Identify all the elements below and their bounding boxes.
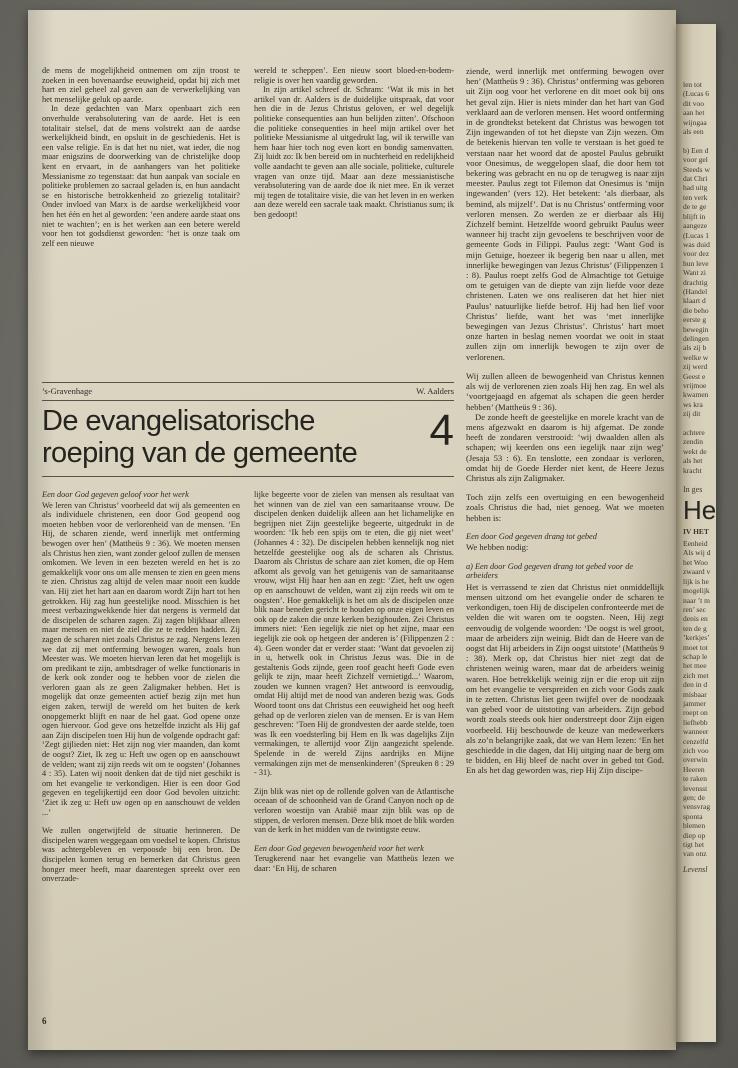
divider [42,400,454,401]
main-article-column-2 [254,490,454,1022]
top-article-column-2 [254,66,454,378]
paragraph: We leren van Christus’ voorbeeld dat wij als gemeenten en als individuele christenen, een door God geopend oog moeten hebben voor de verlorenheid van de mensen. ‘En Hij, de scharen ziende, werd innerlijk met ontferming bewogen over hen’ (Mattheüs 9 : 36). We moeten mensen als Christus hen zien, want zonder geloof zullen de mensen omkomen. We leven in een bezeten wereld en het is zo gemakkelijk voor ons om alle mensen te zien en geen mens te zien. Christus zag altijd de velen maar nooit een kudde van. Hij ziet het hart aan en daarom wordt Zijn hart tot hen getrokken. Hij zag hun geestelijke nood. Misschien is het meest verbazingwekkende hier dat nergens is vermeld dat de discipelen de scharen zagen. Zij zagen blijkbaar alleen maar mensen en niet de ziel die ze te redden hadden. Zij zagen de scharen niet zoals Christus ze zag. Nergens lezen we dat zij met ontferming bewogen waren, zoals hun Meester was. We moeten hiervan leren dat het mogelijk is om predikant te zijn, ambtsdrager of welke functionaris in de kerk ook zonder oog te hebben voor de zielen die verloren gaan als ze geen Zaligmaker hebben. Het is mogelijk dat onze gemeenten actief bezig zijn met hun eigen zaken, terwijl de wereld om het buiten de kerk onopgemerkt blijft en naar de hel gaat. God opene onze ogen hiervoor. God geve ons hetzelfde inzicht als Hij gaf aan Zijn discipelen toen Hij hun de volgende opdracht gaf: ‘Zegt gijlieden niet: Het zijn nog vier maanden, dan komt de oogst? Ziet, Ik zeg u: Heft uw ogen op en aanschouwt de velden; want zij zijn reeds wit om te oogsten’ (Johannes 4 : 35). Laten wij nooit denken dat de tijd niet geschikt is om het evangelie te verkondigen. Hier is een door God gegeven en tegelijkertijd een door God bevolen uitzicht: ‘Ziet ik zeg u: Heft uw ogen op en aanschouwt de velden ...’ [42,500,240,817]
paragraph: In zijn artikel schreef dr. Schram: ‘Wat ik mis in het artikel van dr. Aalders is de duidelijke uitspraak, dat voor hen die in de Jezus Christus geloven, er wel degelijk politieke consequenties aan hun belijden zitten’. Ofschoon die politieke consequenties in heel mijn artikel over het politieke Messianisme al uitgedrukt lag, wil ik terwille van hem haar hier toch nog even kort en bondig samenvatten. Zij luidt zo: Ik ben bereid om in nuchterheid en redelijkheid volle aandacht te geven aan alle sociale, politieke, culturele vragen van onze tijd. Maar aan deze messianistische verabsolutering van de aarde doe ik niet mee. En ik verzet mij tegen de totalitaire visie, die van het leven in en werken aan deze wereld een sacrale taak maakt. Christianus sum; ik ben gedoopt! [254,85,454,219]
headline-line-1: De evangelisatorische [42,405,315,437]
article-series-number: 4 [429,406,454,455]
article-signature [42,386,454,396]
adjacent-headline-fragment: He [683,495,716,526]
headline-line-2: roeping van de gemeente [42,436,358,469]
paragraph: Toch zijn zelfs een overtuiging en een bewogenheid zoals Christus die had, niet genoeg. Wat we moeten hebben is: [466,492,664,523]
paragraph: wereld te scheppen’. Een nieuw soort bloed-en-bodem-religie is over hen vaardig geworden. [254,66,454,85]
adjacent-section-label: In ges [683,485,703,495]
main-article-column-1 [42,490,240,1022]
paragraph: We zullen ongetwijfeld de situatie herinneren. De discipelen waren weggegaan om voedsel te kopen. Christus was achtergebleven en verpoosde bij een bron. De discipelen komen terug en bemerken dat Christus geen honger meer heeft, maar daarentegen spreekt over een onverzade- [42,826,240,884]
adjacent-page-edge [676,24,716,1042]
paragraph: Zijn blik was niet op de rollende golven van de Atlantische oceaan of de schoonheid van de Grand Canyon noch op de verloren woestijn van Arabië maar zijn blik was op de stippen, de verloren mensen. Deze blik moet de blik worden van de kerk in het midden van de twintigste eeuw. [254,786,454,835]
adjacent-page-text-fragments-bottom: Eenheid Als wij d het Woo zwaard v lijk is he mogelijk naar ’t m ren’ sec denis en ten de g ’kerkjes’ moet tot schap le het mee zich met den in d misbaar jammer roept on liefhebb wanneer cenzelfd zich voo overwin Heeren te raken levensst gen; de vensvrag sponta blemen diep op tigt het van onz [683,539,711,859]
paragraph: ziende, werd innerlijk met ontferming bewogen over hen’ (Mattheüs 9 : 36). Christus’ ontferming was geboren uit Zijn oog voor het verlorene en dit moet ook bij ons het geval zijn. Hier is niets minder dan het hart van God verklaard aan de verloren mensen. Het woord ontferming in de grondtekst betekent dat Christus was bewogen tot Zijn ingewanden of tot het diepste van Zijn wezen. Om de betekenis hiervan ten volle te verstaan is het goed te verstaan naar het woord dat de apostel Paulus gebruikt voor Onesimus, de weggelopen slaaf, die door hem tot bekering was gebracht en nu op de terugweg is naar zijn meester. Paulus zegt tot Filemon dat Onesimus is ‘mijn ingewanden’ (vers 12). Het betekent: ‘als dierbaar, als bemind, als mijzelf’. Dat is nu Christus’ ontferming voor verloren mensen. Zo werden ze er dierbaar als Hij Zichzelf bemint. Hetzelfde woord gebruikt Paulus weer wanneer hij tracht zijn gevoelens te beschrijven voor de gemeente Gods in Filippi. Paulus zegt: ‘Want God is mijn Getuige, hoezeer ik begerig ben naar u allen, met innerlijke bewegingen van Jezus Christus’ (Filippenzen 1 : 8). Paulus roept zelfs God de Almachtige tot Getuige om te getuigen van de diepte van zijn liefde voor deze christenen. Laten we ons realiseren dat het hier niet Paulus’ natuurlijke liefde betrof. Hij had hen lief voor Christus’ liefde, want het was ‘met innerlijke bewegingen van Jezus Christus’. Christus’ hart moet onze harten in beslag nemen voordat we ooit in staat zullen zijn om innerlijk bewogen te zijn over de verlorenen. [466,66,664,362]
paragraph: We hebben nodig: [466,542,529,553]
section-heading: Een door God gegeven bewogenheid voor het werk [254,843,424,853]
paragraph: De zonde heeft de geestelijke en morele kracht van de mens afgezwakt en daarom is hij afgemat. De zonde heeft de zondaren verstrooid: ‘wij dwaalden allen als schapen; wij keerden ons een iegelijk naar zijn weg’ (Jesaja 53 : 6). En tenslotte, een zondaar is verloren, omdat hij de Goede Herder niet kent, de Heere Jezus Christus als zijn Zaligmaker. [466,411,664,483]
paragraph: Terugkerend naar het evangelie van Mattheüs lezen we daar: ‘En Hij, de scharen [254,854,454,873]
section-heading: a) Een door God gegeven drang tot gebed voor de arbeiders [466,561,634,581]
signature-author: W. Aalders [416,386,454,396]
main-article-column-3 [466,66,664,1022]
signature-place: ’s-Gravenhage [42,386,93,396]
section-heading: Een door God gegeven drang tot gebed [466,531,597,541]
paragraph: Het is verrassend te zien dat Christus niet onmiddellijk mensen uitzond om het evangelie onder de scharen te verkondigen, toen Hij de discipelen confronteerde met de velden die wit waren om te oogsten. Neen, Hij zegt eenvoudig de volgende woorden: ‘De oogst is wel groot, maar de arbeiders zijn weinig. Bidt dan de Heere van de oogst dat Hij arbeiders in Zijn oogst uitstote’ (Mattheüs 9 : 38). Merk op, dat Christus hier niet zegt dat de christenen weinig waren, maar dat de arbeiders weinig waren. Hoe betrekkelijk weinig zijn er die erop uit zijn om het evangelie te verspreiden en zich voor Gods zaak in te zetten. Christus liet geen twijfel over de noodzaak van gebed voor de uitstoting van arbeiders. Zijn gebod wordt zoals steeds ook hier onderstreept door Zijn eigen voorbeeld. Hij beschouwde de keuze van medewerkers als zo’n belangrijke zaak, dat we van Hem lezen: ‘En het geschiedde in die dagen, dat Hij uitging naar de berg om te bidden, en Hij bleef de nacht over in gebed tot God. En als het dag geworden was, riep Hij Zijn discipe- [466,581,664,776]
adjacent-subheading-fragment: IV HET [683,527,709,537]
divider [42,476,454,477]
adjacent-page-content [676,24,716,874]
top-article-column-1 [42,66,240,378]
article-headline [42,406,454,469]
section-heading: Een door God gegeven geloof voor het werk [42,490,189,499]
paragraph: de mens de mogelijkheid ontnemen om zijn troost te zoeken in een bovenaardse eeuwigheid, opdat hij zich met hart en ziel geheel zal geven aan de verwerkelijking van het menselijke geluk op aarde. [42,66,240,104]
paragraph: lijke begeerte voor de zielen van mensen als resultaat van het winnen van de ziel van een samaritaanse vrouw. De discipelen denken duidelijk alleen aan het lichamelijke en begrijpen niet Zijn geestelijke begeerte, uitgedrukt in de woorden: ‘Ik heb een spijs om te eten, die gij niet weet’ (Johannes 4 : 32). De discipelen hebben kennelijk nog niet hetzelfde geestelijke oog als de scharen als Christus. Daarom als Christus de schare aan ziet komen, die op Hem afkomt als gevolg van het getuigenis van de samaritaanse vrouw, wijst Hij haar hen aan en zegt: ‘Ziet, heft uw ogen op en aanschouwt de velden, want zij zijn reeds wit om te oogsten’. Hoe gemakkelijk is het om als de discipelen onze blik naar beneden gericht te houden op onze eigen leven en ook op de zaken die onze kerken bezighouden. Zei Christus immers niet: ‘Een iegelijk zie niet op het zijne, maar een iegelijk zie ook op hetgeen der anderen is’ (Filippenzen 2 : 4). Geen wonder dat er verder staat: ‘Want dat gevoelen zij in u, hetwelk ook in Christus Jezus was. Die in de gestaltenis Gods zijnde, geen roof geacht heeft Gode even gelijk te zijn, maar heeft Zichzelf vernietigd...’ Waarom, zouden we kunnen vragen? Het antwoord is eenvoudig, omdat Hij altijd met de nood van anderen bezig was. Gods Woord toont ons dat Christus een eeuwigheid het oog heeft gehad op de verloren zielen van de mensen. Er is van Hem geschreven: ‘Toen Hij de grondvesten der aarde stelde, toen was Ik een voedsterling bij Hem en Ik was dagelijks Zijn vermakingen, te allertijd voor Zijn aangezicht spelende. Spelende in de wereld Zijns aardrijks en Mijne vermakingen zijn met de mensenkinderen’ (Spreuken 8 : 29 - 31). [254,490,454,778]
adjacent-footer-fragment: Levensl [683,864,708,874]
paragraph: In deze gedachten van Marx openbaart zich een onverhulde verabsolutering van de aarde. Het is een totalitair stelsel, dat de mens volstrekt aan de aardse werkelijkheid bindt, en opsluit in de geschiedenis. Het is een valse religie. En is dat het nu niet, wat ieder, die nog maar enigszins de doorwerking van de christelijke doop kent en ervaart, in de aanhangers van het politieke Messianisme zo tegenstaat: dat hun aanpak van sociale en politieke problemen zo sacraal geladen is, en hun aandacht se en historische betrokkenheid zo griezelig totalitair? Onder invloed van Marx is de aardse werkelijkheid voor hen het één en het al geworden: ‘een andere aarde staat ons niet te wachten’; en is het werken aan een betere wereld voor hen tot godsdienst geworden: ‘het is onze taak om zelf een nieuwe [42,104,240,248]
page-number: 6 [42,1016,47,1026]
headline-title [42,406,357,469]
divider [42,382,454,383]
adjacent-page-text-fragments-top: len tot (Lucas 6 dit voo aan het wijngaa als een b) Een d voor gel Steeds w dat Chri had uitg ten verk de te ge blijft in aangeze (Lucas 1 was duid voor dez hun leve Want zi drachtig (Handel klaart d die beho eerste g bewegin delingen als zij b welke w zij werd Geest e vrijmoe kwamen ws kra zij dit achtere zendin wekt de als het kracht [683,80,710,475]
magazine-page [28,10,676,1050]
paragraph: Wij zullen alleen de bewogenheid van Christus kennen als wij de verlorenen zien zoals Hij hen zag. En wel als ‘voortgejaagd en afgemat als schapen die geen herder hebben’ (Mattheüs 9 : 36). [466,370,664,412]
